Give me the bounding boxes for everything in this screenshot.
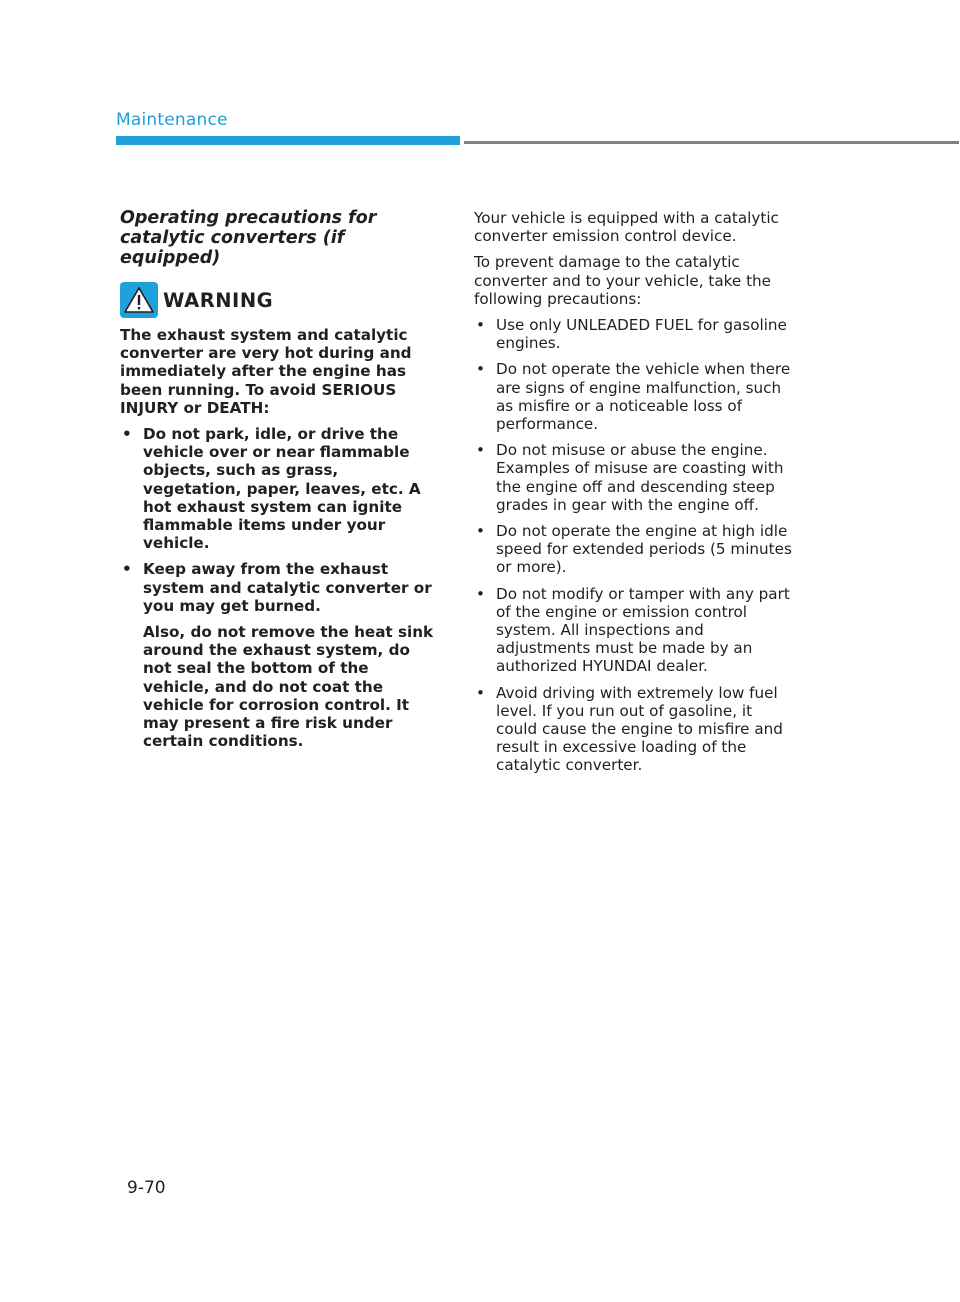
warning-title: WARNING bbox=[163, 288, 274, 312]
bullet-dot: • bbox=[476, 316, 485, 335]
list-item-subtext: Also, do not remove the heat sink around the exhaust system, do not seal the bottom of the vehicle, and do not coat the vehicle for corrosion control. It may present a fire risk under certain conditions. bbox=[143, 623, 434, 751]
list-item bbox=[120, 560, 440, 750]
paragraph: To prevent damage to the catalytic converter and to your vehicle, take the following precautions: bbox=[474, 253, 772, 308]
list-item bbox=[474, 522, 792, 577]
list-item-text: Do not modify or tamper with any part of the engine or emission control system. All inspections and adjustments must be made by an authorized HYUNDAI dealer. bbox=[496, 584, 790, 676]
header-rule-accent bbox=[116, 136, 460, 145]
warning-header bbox=[120, 282, 440, 318]
list-item-text: Avoid driving with extremely low fuel level. If you run out of gasoline, it could cause the engine to misfire and result in excessive loading of the catalytic converter. bbox=[496, 683, 783, 775]
list-item bbox=[120, 425, 440, 552]
list-item bbox=[474, 585, 792, 676]
left-column bbox=[120, 208, 440, 758]
list-item bbox=[474, 316, 792, 352]
list-item-text: Do not park, idle, or drive the vehicle over or near flammable objects, such as grass, vegetation, paper, leaves, etc. A hot exhaust system can ignite flammable items under your vehicle. bbox=[143, 425, 421, 553]
list-item-text: Use only UNLEADED FUEL for gasoline engines. bbox=[496, 316, 787, 353]
list-item-text: Keep away from the exhaust system and catalytic converter or you may get burned. bbox=[143, 560, 432, 615]
list-item-text: Do not misuse or abuse the engine. Examples of misuse are coasting with the engine off and descending steep grades in gear with the engine off. bbox=[496, 441, 784, 514]
section-title: Maintenance bbox=[116, 110, 228, 130]
bullet-dot: • bbox=[476, 683, 485, 702]
list-item bbox=[474, 684, 792, 775]
warning-triangle-icon bbox=[120, 282, 158, 318]
warning-list bbox=[120, 425, 440, 750]
precautions-list bbox=[474, 316, 792, 775]
paragraph: Your vehicle is equipped with a catalytic converter emission control device. bbox=[474, 209, 779, 246]
bullet-dot: • bbox=[122, 425, 132, 444]
section-heading: Operating precautions for catalytic converters (if equipped) bbox=[120, 208, 377, 268]
bullet-dot: • bbox=[476, 584, 485, 603]
bullet-dot: • bbox=[122, 560, 132, 579]
warning-intro: The exhaust system and catalytic converter are very hot during and immediately after the engine has been running. To avoid SERIOUS INJURY or DEATH: bbox=[120, 326, 412, 417]
bullet-dot: • bbox=[476, 441, 485, 460]
right-column bbox=[474, 209, 792, 783]
page-number: 9-70 bbox=[127, 1178, 166, 1198]
list-item-text: Do not operate the vehicle when there are signs of engine malfunction, such as misfire or a noticeable loss of performance. bbox=[496, 360, 791, 434]
list-item bbox=[474, 441, 792, 514]
bullet-dot: • bbox=[476, 522, 485, 541]
header-rule-gray bbox=[464, 141, 959, 144]
list-item-text: Do not operate the engine at high idle speed for extended periods (5 minutes or more). bbox=[496, 522, 792, 577]
bullet-dot: • bbox=[476, 360, 485, 379]
list-item bbox=[474, 360, 792, 433]
